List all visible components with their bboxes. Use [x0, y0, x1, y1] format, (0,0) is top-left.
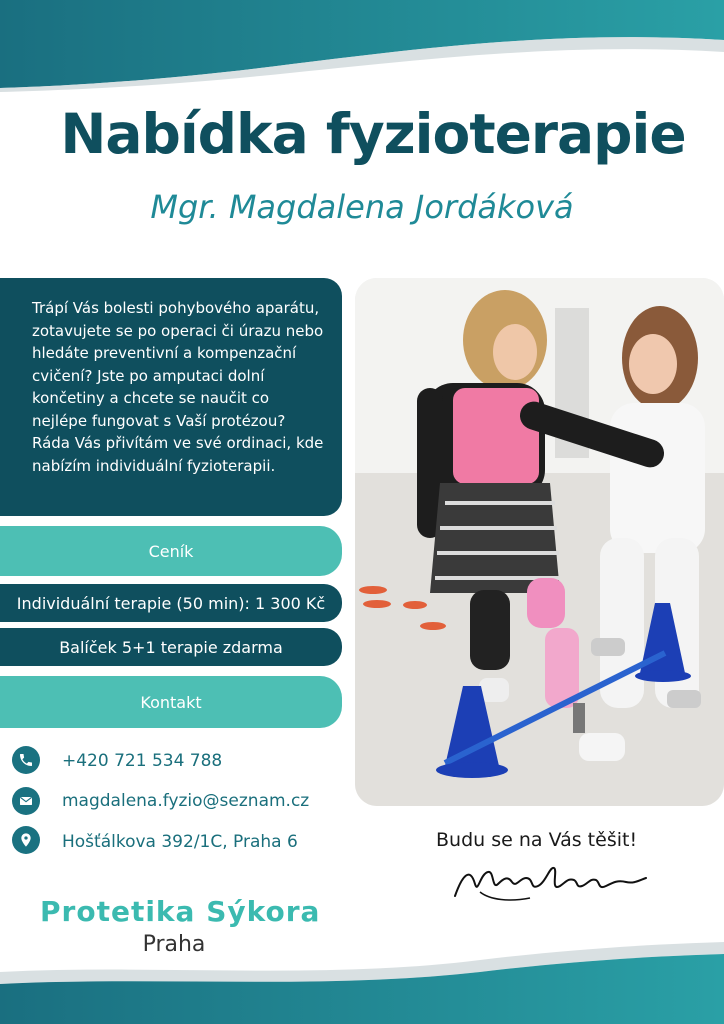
pricing-heading: Ceník: [0, 526, 342, 576]
location-pin-icon: [12, 826, 40, 854]
company-city: Praha: [142, 932, 206, 957]
page-subtitle: Mgr. Magdalena Jordáková: [150, 188, 574, 226]
price-item-package: Balíček 5+1 terapie zdarma: [0, 628, 342, 666]
handwritten-signature: [450, 856, 650, 908]
bottom-wave-decoration: [0, 924, 724, 1024]
contact-heading: Kontakt: [0, 676, 342, 728]
therapy-photo: [355, 278, 724, 806]
page-title: Nabídka fyzioterapie: [60, 102, 686, 166]
mail-icon: [12, 787, 40, 815]
price-item-individual: Individuální terapie (50 min): 1 300 Kč: [0, 584, 342, 622]
phone-icon: [12, 746, 40, 774]
email-address[interactable]: magdalena.fyzio@seznam.cz: [62, 791, 310, 811]
greeting-text: Budu se na Vás těšit!: [436, 829, 638, 851]
top-wave-decoration: [0, 0, 724, 100]
address: Hošťálkova 392/1C, Praha 6: [62, 832, 298, 852]
intro-text: Trápí Vás bolesti pohybového aparátu, zotavujete se po operaci či úrazu nebo hledáte preventivní a kompenzační cvičení? Jste po amputaci dolní končetiny a chcete se naučit co nejlépe fungovat s Vaší protézou? Ráda Vás přivítám ve své ordinaci, kde nabízím individuální fyzioterapii.: [32, 299, 324, 475]
phone-number[interactable]: +420 721 534 788: [62, 751, 223, 771]
company-logo: Protetika Sýkora: [40, 895, 321, 928]
